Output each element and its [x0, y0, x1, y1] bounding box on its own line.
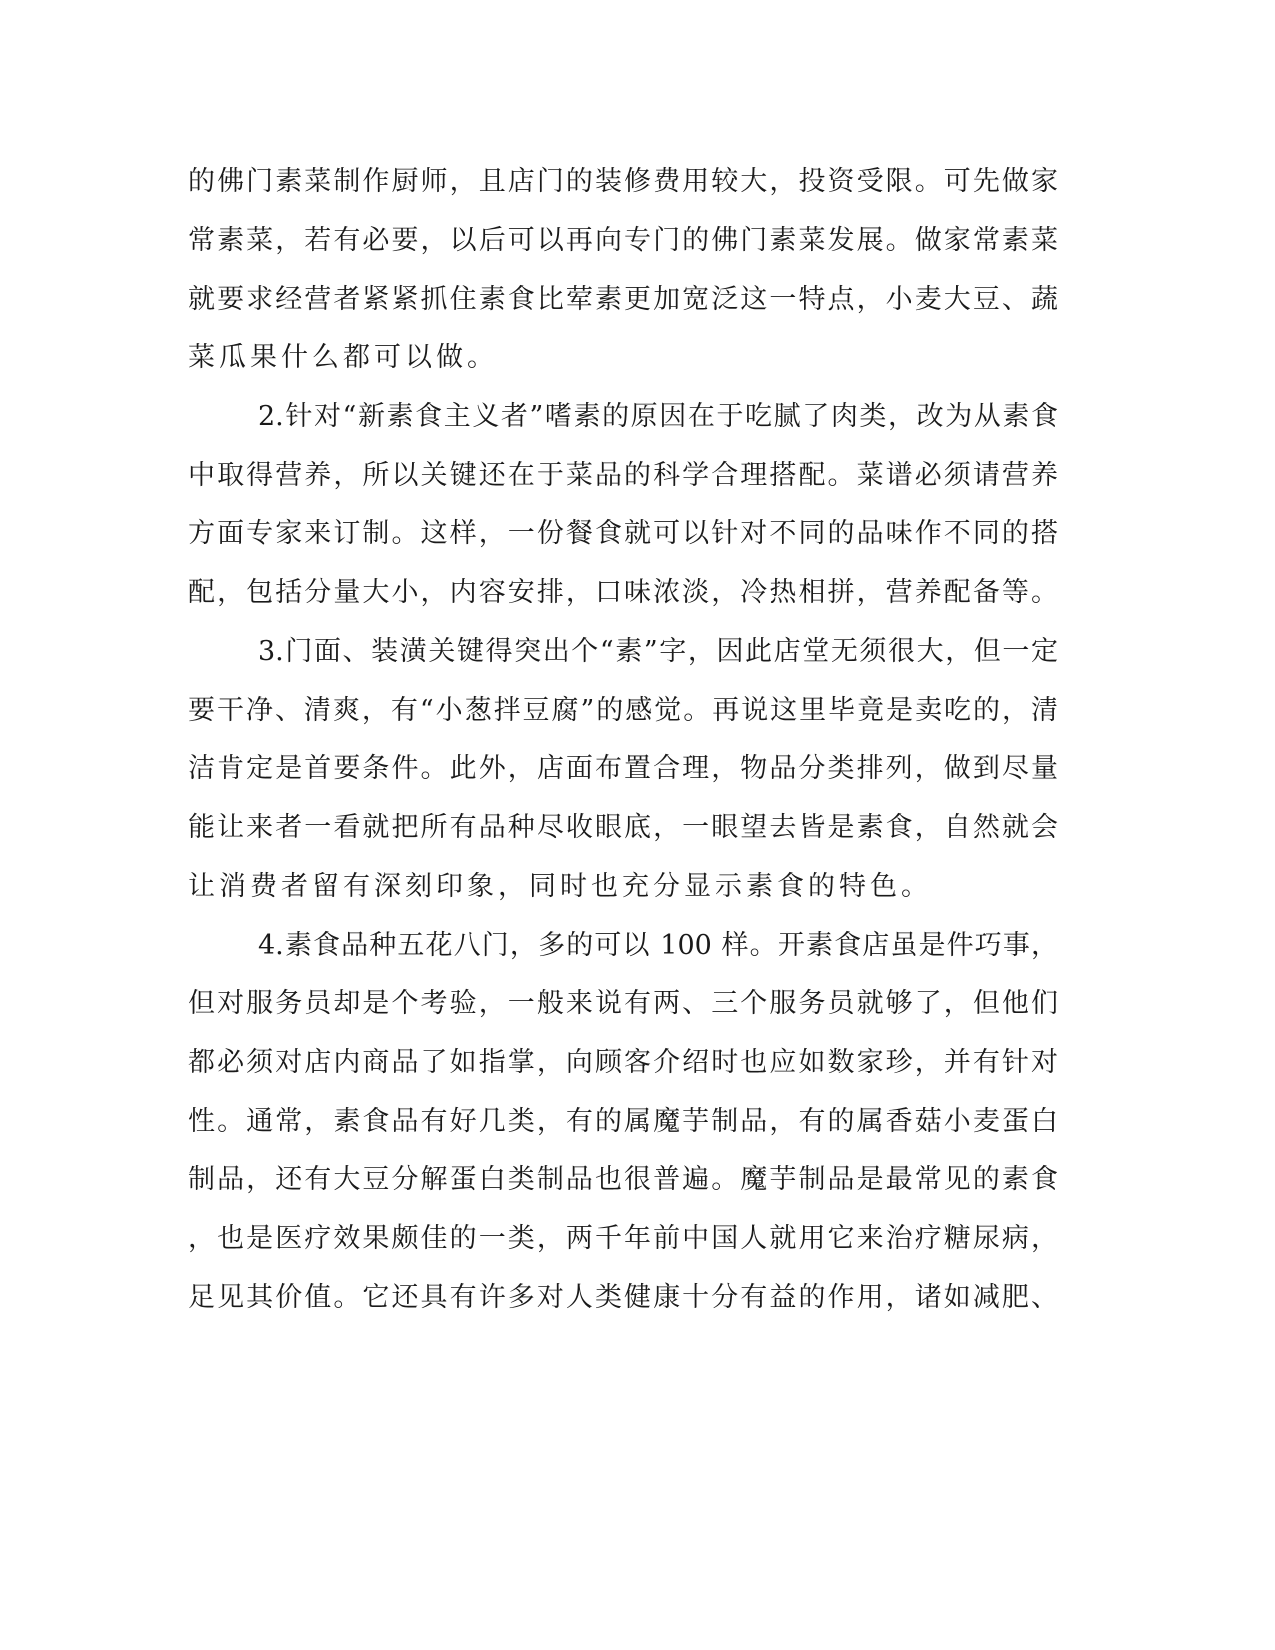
- text-line: 要干净、清爽，有“小葱拌豆腐”的感觉。再说这里毕竟是卖吃的，清: [188, 695, 1058, 726]
- text-line: 让消费者留有深刻印象，同时也充分显示素食的特色。: [188, 871, 932, 902]
- text-line: 常素菜，若有必要，以后可以再向专门的佛门素菜发展。做家常素菜: [188, 225, 1058, 256]
- text-line: 都必须对店内商品了如指掌，向顾客介绍时也应如数家珍，并有针对: [188, 1047, 1058, 1078]
- text-line: 性。通常，素食品有好几类，有的属魔芋制品，有的属香菇小麦蛋白: [188, 1106, 1058, 1137]
- text-line: 配，包括分量大小，内容安排，口味浓淡，冷热相拼，营养配备等。: [188, 577, 1058, 608]
- paragraph-2-first-line: 2.针对“新素食主义者”嗜素的原因在于吃腻了肉类，改为从素食: [258, 401, 1058, 432]
- text-line: 的佛门素菜制作厨师，且店门的装修费用较大，投资受限。可先做家: [188, 166, 1058, 197]
- text-line: 菜瓜果什么都可以做。: [188, 342, 498, 373]
- text-line: 足见其价值。它还具有许多对人类健康十分有益的作用，诸如减肥、: [188, 1282, 1058, 1313]
- text-line: 制品，还有大豆分解蛋白类制品也很普遍。魔芋制品是最常见的素食: [188, 1164, 1058, 1195]
- paragraph-3-first-line: 3.门面、装潢关键得突出个“素”字，因此店堂无须很大，但一定: [258, 636, 1058, 667]
- paragraph-4-first-line: 4.素食品种五花八门，多的可以 100 样。开素食店虽是件巧事，: [258, 930, 1058, 961]
- text-line: 就要求经营者紧紧抓住素食比荤素更加宽泛这一特点，小麦大豆、蔬: [188, 284, 1058, 315]
- text-line: 但对服务员却是个考验，一般来说有两、三个服务员就够了，但他们: [188, 988, 1058, 1019]
- text-line: 中取得营养，所以关键还在于菜品的科学合理搭配。菜谱必须请营养: [188, 460, 1058, 491]
- text-line: 洁肯定是首要条件。此外，店面布置合理，物品分类排列，做到尽量: [188, 753, 1058, 784]
- text-line: 能让来者一看就把所有品种尽收眼底，一眼望去皆是素食，自然就会: [188, 812, 1058, 843]
- text-line: 方面专家来订制。这样，一份餐食就可以针对不同的品味作不同的搭: [188, 518, 1058, 549]
- text-line: ，也是医疗效果颇佳的一类，两千年前中国人就用它来治疗糖尿病，: [188, 1223, 1058, 1254]
